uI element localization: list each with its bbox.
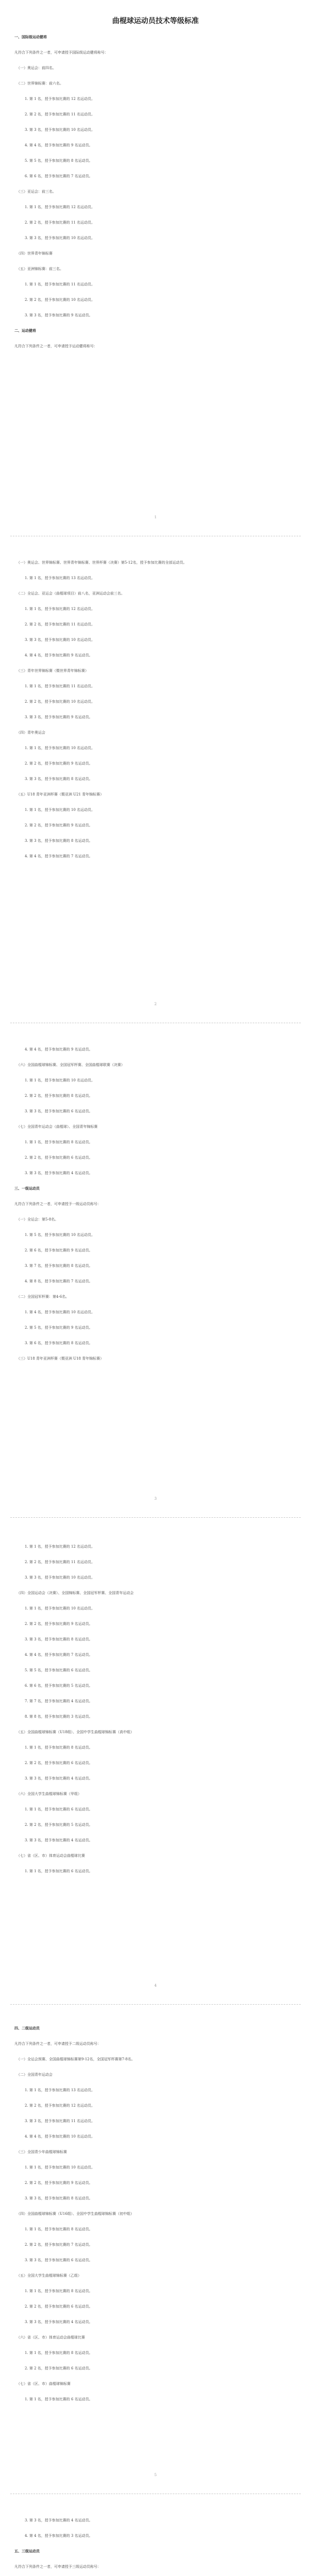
paragraph-line: 2. 第 2 名，授予参加比赛的 5 名运动员。 bbox=[25, 1823, 93, 1827]
paragraph-line: 2. 第 2 名，授予参加比赛的 10 名运动员。 bbox=[25, 700, 95, 704]
subsection-heading: （四）全国曲棍球锦标赛（U16组）、全国中学生曲棍球锦标赛（初中组） bbox=[16, 2212, 134, 2216]
paragraph-line: 2. 第 2 名，授予参加比赛的 6 名运动员。 bbox=[25, 2366, 93, 2370]
subsection-heading: （一）全运会：第5-8名。 bbox=[16, 1217, 59, 1222]
page-number: 5 bbox=[154, 2473, 157, 2477]
subsection-heading: （二）全国冠军杯赛：第4-6名。 bbox=[16, 1295, 70, 1299]
subsection-heading: （三）青年世界锦标赛（暨世界青年锦标赛） bbox=[16, 669, 89, 673]
subsection-heading: （二）全运会、亚运会（曲棍球项目）前八名，亚洲运动会前三名。 bbox=[16, 591, 125, 596]
paragraph-line: 2. 第 2 名，授予参加比赛的 7 名运动员。 bbox=[25, 2243, 93, 2247]
page-number: 3 bbox=[154, 1497, 157, 1501]
paragraph-line: 3. 第 3 名，授予参加比赛的 10 名运动员。 bbox=[25, 1575, 95, 1580]
section-heading: 五、三级运动员 bbox=[14, 2549, 40, 2553]
paragraph-line: 2. 第 2 名，授予参加比赛的 9 名运动员。 bbox=[25, 2181, 93, 2185]
paragraph-line: 3. 第 3 名，授予参加比赛的 10 名运动员。 bbox=[25, 128, 95, 132]
paragraph-line: 3. 第 3 名，授予参加比赛的 4 名运动员。 bbox=[25, 1838, 93, 1842]
paragraph-line: 3. 第 3 名，授予参加比赛的 9 名运动员。 bbox=[25, 313, 93, 317]
paragraph-line: 4. 第 4 名，授予参加比赛的 3 名运动员。 bbox=[25, 2534, 93, 2538]
subsection-heading: （一）奥运会、世界锦标赛、世界青年锦标赛、世界杯赛（决赛）第5-12名，授予参加比赛的全部运动员。 bbox=[16, 561, 187, 565]
paragraph-line: 2. 第 2 名，授予参加比赛的 6 名运动员。 bbox=[25, 1761, 93, 1765]
paragraph-line: 3. 第 3 名，授予参加比赛的 10 名运动员。 bbox=[25, 638, 95, 642]
paragraph-line: 3. 第 3 名，授予参加比赛的 4 名运动员。 bbox=[25, 2518, 93, 2522]
section-heading: 一、国际级运动健将 bbox=[14, 35, 47, 39]
paragraph-line: 4. 第 4 名，授予参加比赛的 9 名运动员。 bbox=[25, 143, 93, 147]
document-title: 曲棍球运动员技术等级标准 bbox=[112, 17, 199, 25]
paragraph-line: 2. 第 2 名，授予参加比赛的 9 名运动员。 bbox=[25, 823, 93, 827]
section-heading: 四、二级运动员 bbox=[14, 2026, 40, 2030]
paragraph-line: 凡符合下列条件之一者，可申请授予三级运动员称号： bbox=[14, 2565, 101, 2569]
paragraph-line: 2. 第 2 名，授予参加比赛的 6 名运动员。 bbox=[25, 2304, 93, 2309]
paragraph-line: 1. 第 1 名，授予参加比赛的 8 名运动员。 bbox=[25, 2351, 93, 2355]
paragraph-line: 6. 第 6 名，授予参加比赛的 7 名运动员。 bbox=[25, 174, 93, 178]
paragraph-line: 4. 第 4 名，授予参加比赛的 7 名运动员。 bbox=[25, 1653, 93, 1657]
paragraph-line: 3. 第 3 名，授予参加比赛的 6 名运动员。 bbox=[25, 2258, 93, 2262]
paragraph-line: 3. 第 3 名，授予参加比赛的 8 名运动员。 bbox=[25, 839, 93, 843]
paragraph-line: 凡符合下列条件之一者，可申请授予一级运动员称号： bbox=[14, 1202, 101, 1206]
subsection-heading: （三）亚运会：前三名。 bbox=[16, 190, 56, 194]
paragraph-line: 1. 第 1 名，授予参加比赛的 11 名运动员。 bbox=[25, 684, 95, 688]
paragraph-line: 1. 第 1 名，授予参加比赛的 11 名运动员。 bbox=[25, 282, 95, 286]
subsection-heading: （五）U18 青年亚洲杯赛（暨亚洲 U21 青年锦标赛） bbox=[16, 792, 104, 796]
paragraph-line: 1. 第 1 名，授予参加比赛的 12 名运动员。 bbox=[25, 97, 95, 101]
page-number: 2 bbox=[154, 1002, 157, 1006]
subsection-heading: （七）全国青年运动会（曲棍球）、全国青年锦标赛 bbox=[16, 1125, 98, 1129]
paragraph-line: 1. 第 1 名，授予参加比赛的 12 名运动员。 bbox=[25, 205, 95, 209]
paragraph-line: 1. 第 1 名，授予参加比赛的 10 名运动员。 bbox=[25, 746, 95, 750]
subsection-heading: （六）省（区、市）体育运动会曲棍球比赛 bbox=[16, 2335, 85, 2340]
section-heading: 三、一级运动员 bbox=[14, 1186, 40, 1191]
paragraph-line: 1. 第 1 名，授予参加比赛的 8 名运动员。 bbox=[25, 1745, 93, 1750]
page-number: 4 bbox=[154, 1984, 157, 1988]
subsection-heading: （二）世界锦标赛：前六名。 bbox=[16, 81, 63, 86]
paragraph-line: 1. 第 1 名，授予参加比赛的 6 名运动员。 bbox=[25, 2397, 93, 2401]
paragraph-line: 6. 第 6 名，授予参加比赛的 5 名运动员。 bbox=[25, 1684, 93, 1688]
paragraph-line: 4. 第 4 名，授予参加比赛的 7 名运动员。 bbox=[25, 854, 93, 858]
paragraph-line: 1. 第 1 名，授予参加比赛的 8 名运动员。 bbox=[25, 2227, 93, 2231]
subsection-heading: （二）全国青年运动会 bbox=[16, 2073, 53, 2077]
paragraph-line: 2. 第 2 名，授予参加比赛的 11 名运动员。 bbox=[25, 622, 95, 626]
paragraph-line: 1. 第 1 名，授予参加比赛的 10 名运动员。 bbox=[25, 2165, 95, 2170]
paragraph-line: 2. 第 6 名，授予参加比赛的 9 名运动员。 bbox=[25, 1248, 93, 1252]
subsection-heading: （一）奥运会：前四名。 bbox=[16, 66, 56, 70]
paragraph-line: 2. 第 2 名，授予参加比赛的 8 名运动员。 bbox=[25, 1094, 93, 1098]
subsection-heading: （五）亚洲锦标赛：前三名。 bbox=[16, 267, 63, 271]
paragraph-line: 凡符合下列条件之一者，可申请授予运动健将称号： bbox=[14, 344, 97, 348]
paragraph-line: 4. 第 4 名，授予参加比赛的 10 名运动员。 bbox=[25, 2134, 95, 2139]
paragraph-line: 3. 第 3 名，授予参加比赛的 11 名运动员。 bbox=[25, 2119, 95, 2123]
paragraph-line: 3. 第 3 名，授予参加比赛的 4 名运动员。 bbox=[25, 1171, 93, 1175]
paragraph-line: 4. 第 8 名，授予参加比赛的 7 名运动员。 bbox=[25, 1279, 93, 1283]
paragraph-line: 4. 第 4 名，授予参加比赛的 9 名运动员。 bbox=[25, 1047, 93, 1052]
page-number: 1 bbox=[154, 515, 157, 519]
paragraph-line: 1. 第 1 名，授予参加比赛的 13 名运动员。 bbox=[25, 576, 95, 580]
paragraph-line: 3. 第 3 名，授予参加比赛的 8 名运动员。 bbox=[25, 1637, 93, 1641]
paragraph-line: 3. 第 3 名，授予参加比赛的 10 名运动员。 bbox=[25, 236, 95, 240]
paragraph-line: 3. 第 3 名，授予参加比赛的 4 名运动员。 bbox=[25, 2320, 93, 2324]
paragraph-line: 2. 第 2 名，授予参加比赛的 6 名运动员。 bbox=[25, 1156, 93, 1160]
paragraph-line: 3. 第 3 名，授予参加比赛的 9 名运动员。 bbox=[25, 715, 93, 719]
paragraph-line: 3. 第 3 名，授予参加比赛的 4 名运动员。 bbox=[25, 1776, 93, 1781]
paragraph-line: 2. 第 5 名，授予参加比赛的 9 名运动员。 bbox=[25, 1326, 93, 1330]
paragraph-line: 1. 第 1 名，授予参加比赛的 10 名运动员。 bbox=[25, 1606, 95, 1611]
paragraph-line: 2. 第 2 名，授予参加比赛的 12 名运动员。 bbox=[25, 2104, 95, 2108]
paragraph-line: 3. 第 6 名，授予参加比赛的 8 名运动员。 bbox=[25, 1341, 93, 1345]
subsection-heading: （四）全国运动会（决赛）、全国锦标赛、全国冠军杯赛、全国青年运动会 bbox=[16, 1591, 134, 1595]
paragraph-line: 3. 第 3 名，授予参加比赛的 8 名运动员。 bbox=[25, 777, 93, 781]
paragraph-line: 1. 第 1 名，授予参加比赛的 8 名运动员。 bbox=[25, 2289, 93, 2293]
paragraph-line: 1. 第 1 名，授予参加比赛的 12 名运动员。 bbox=[25, 1545, 95, 1549]
subsection-heading: （七）省（区、市）曲棍球锦标赛 bbox=[16, 2382, 71, 2386]
paragraph-line: 5. 第 5 名，授予参加比赛的 6 名运动员。 bbox=[25, 1668, 93, 1672]
subsection-heading: （四）世界青年锦标赛 bbox=[16, 251, 53, 256]
paragraph-line: 3. 第 3 名，授予参加比赛的 8 名运动员。 bbox=[25, 2196, 93, 2200]
paragraph-line: 4. 第 4 名，授予参加比赛的 9 名运动员。 bbox=[25, 653, 93, 657]
subsection-heading: （一）全运会预赛、全国曲棍球锦标赛第9-12名，全国冠军杯赛第7-8名。 bbox=[16, 2057, 135, 2061]
paragraph-line: 1. 第 1 名，授予参加比赛的 8 名运动员。 bbox=[25, 1140, 93, 1144]
paragraph-line: 1. 第 5 名，授予参加比赛的 10 名运动员。 bbox=[25, 1233, 95, 1237]
paragraph-line: 2. 第 2 名，授予参加比赛的 9 名运动员。 bbox=[25, 1622, 93, 1626]
subsection-heading: （六）全国曲棍球锦标赛、全国冠军杯赛、全国曲棍球联赛（决赛） bbox=[16, 1063, 125, 1067]
subsection-heading: （七）省（区、市）体育运动会曲棍球比赛 bbox=[16, 1854, 85, 1858]
paragraph-line: 5. 第 5 名，授予参加比赛的 8 名运动员。 bbox=[25, 159, 93, 163]
paragraph-line: 1. 第 1 名，授予参加比赛的 10 名运动员。 bbox=[25, 1078, 95, 1082]
subsection-heading: （三）U18 青年亚洲杯赛（暨亚洲 U18 青年锦标赛） bbox=[16, 1357, 104, 1361]
section-heading: 二、运动健将 bbox=[14, 328, 36, 333]
paragraph-line: 2. 第 2 名，授予参加比赛的 10 名运动员。 bbox=[25, 298, 95, 302]
page-divider bbox=[10, 1517, 301, 1518]
paragraph-line: 2. 第 2 名，授予参加比赛的 11 名运动员。 bbox=[25, 221, 95, 225]
paragraph-line: 1. 第 1 名，授予参加比赛的 12 名运动员。 bbox=[25, 607, 95, 611]
paragraph-line: 1. 第 1 名，授予参加比赛的 6 名运动员。 bbox=[25, 1869, 93, 1873]
paragraph-line: 2. 第 2 名，授予参加比赛的 9 名运动员。 bbox=[25, 761, 93, 766]
page-divider bbox=[10, 2004, 301, 2005]
paragraph-line: 2. 第 2 名，授予参加比赛的 11 名运动员。 bbox=[25, 112, 95, 116]
paragraph-line: 凡符合下列条件之一者，可申请授予二级运动员称号： bbox=[14, 2042, 101, 2046]
paragraph-line: 1. 第 1 名，授予参加比赛的 10 名运动员。 bbox=[25, 808, 95, 812]
subsection-heading: （三）全国青少年曲棍球锦标赛 bbox=[16, 2150, 67, 2154]
paragraph-line: 1. 第 1 名，授予参加比赛的 6 名运动员。 bbox=[25, 1807, 93, 1811]
paragraph-line: 凡符合下列条件之一者，可申请授予国际级运动健将称号： bbox=[14, 50, 108, 55]
paragraph-line: 2. 第 2 名，授予参加比赛的 11 名运动员。 bbox=[25, 1560, 95, 1564]
subsection-heading: （五）全国大学生曲棍球锦标赛（乙组） bbox=[16, 2274, 81, 2278]
paragraph-line: 3. 第 3 名，授予参加比赛的 6 名运动员。 bbox=[25, 1109, 93, 1113]
paragraph-line: 8. 第 8 名，授予参加比赛的 3 名运动员。 bbox=[25, 1715, 93, 1719]
subsection-heading: （六）全国大学生曲棍球锦标赛（甲组） bbox=[16, 1792, 81, 1796]
subsection-heading: （四）青年奥运会 bbox=[16, 731, 45, 735]
paragraph-line: 7. 第 7 名，授予参加比赛的 4 名运动员。 bbox=[25, 1699, 93, 1703]
paragraph-line: 1. 第 1 名，授予参加比赛的 13 名运动员。 bbox=[25, 2088, 95, 2092]
paragraph-line: 3. 第 7 名，授予参加比赛的 8 名运动员。 bbox=[25, 1264, 93, 1268]
subsection-heading: （五）全国曲棍球锦标赛（U18组）、全国中学生曲棍球锦标赛（高中组） bbox=[16, 1730, 134, 1734]
paragraph-line: 1. 第 4 名，授予参加比赛的 10 名运动员。 bbox=[25, 1310, 95, 1314]
